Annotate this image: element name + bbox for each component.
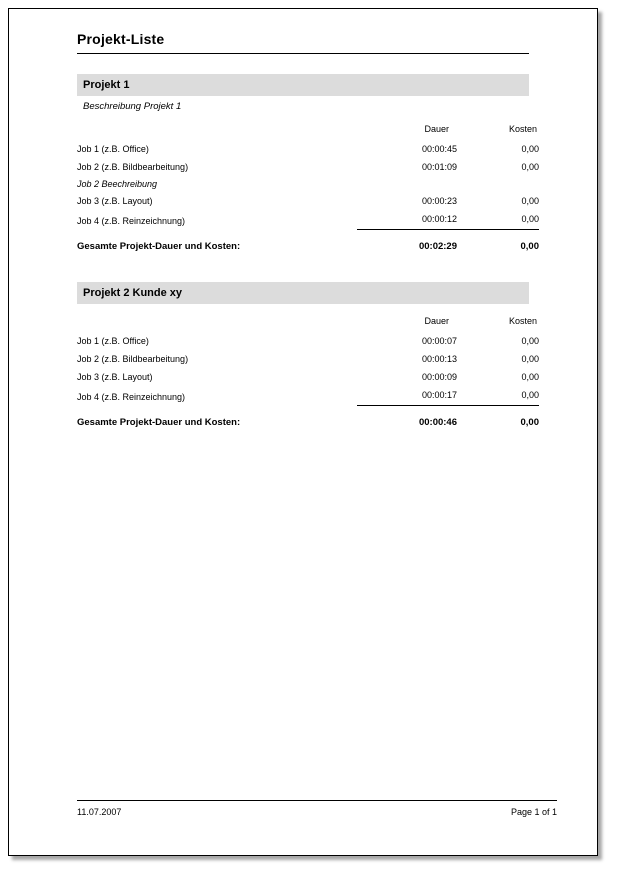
footer-date: 11.07.2007 bbox=[77, 807, 122, 817]
job-dauer: 00:00:09 bbox=[421, 372, 457, 382]
job-kosten: 0,00 bbox=[457, 386, 539, 406]
project-header: Projekt 1 bbox=[77, 74, 529, 96]
job-name: Job 1 (z.B. Office) bbox=[77, 336, 149, 346]
table-row bbox=[77, 140, 539, 158]
project-header: Projekt 2 Kunde xy bbox=[77, 282, 529, 304]
job-dauer: 00:00:23 bbox=[421, 196, 457, 206]
table-row bbox=[77, 332, 539, 350]
table-header-row bbox=[77, 314, 539, 332]
column-header-dauer: Dauer bbox=[424, 316, 449, 326]
job-dauer: 00:00:12 bbox=[357, 210, 457, 230]
job-dauer: 00:00:45 bbox=[421, 144, 457, 154]
job-kosten bbox=[457, 176, 539, 192]
job-name: Job 2 (z.B. Bildbearbeitung) bbox=[77, 162, 189, 172]
project-total-row bbox=[77, 406, 539, 433]
table-row-note bbox=[77, 176, 539, 192]
footer-page-number: Page 1 of 1 bbox=[510, 807, 557, 817]
project-block bbox=[77, 282, 539, 432]
column-header-kosten: Kosten bbox=[508, 316, 537, 326]
total-label: Gesamte Projekt-Dauer und Kosten: bbox=[77, 417, 241, 428]
column-header-kosten: Kosten bbox=[508, 124, 537, 134]
total-kosten: 0,00 bbox=[520, 417, 539, 428]
total-label: Gesamte Projekt-Dauer und Kosten: bbox=[77, 241, 241, 252]
project-block bbox=[77, 74, 539, 256]
job-kosten: 0,00 bbox=[521, 336, 539, 346]
job-name: Job 3 (z.B. Layout) bbox=[77, 196, 153, 206]
column-header-name bbox=[77, 314, 357, 332]
job-dauer: 00:00:07 bbox=[421, 336, 457, 346]
total-dauer: 00:02:29 bbox=[418, 241, 457, 252]
project-description: Beschreibung Projekt 1 bbox=[83, 101, 182, 112]
job-kosten: 0,00 bbox=[521, 196, 539, 206]
column-header-dauer: Dauer bbox=[424, 124, 449, 134]
total-dauer: 00:00:46 bbox=[418, 417, 457, 428]
document-content bbox=[77, 31, 539, 458]
table-row bbox=[77, 368, 539, 386]
total-kosten: 0,00 bbox=[520, 241, 539, 252]
jobs-table bbox=[77, 122, 539, 256]
table-row bbox=[77, 210, 539, 230]
jobs-table bbox=[77, 314, 539, 432]
project-total-row bbox=[77, 230, 539, 257]
job-name: Job 3 (z.B. Layout) bbox=[77, 372, 153, 382]
job-dauer: 00:00:17 bbox=[357, 386, 457, 406]
job-kosten: 0,00 bbox=[521, 354, 539, 364]
column-header-name bbox=[77, 122, 357, 140]
footer-row bbox=[77, 807, 557, 817]
job-dauer: 00:00:13 bbox=[421, 354, 457, 364]
table-header-row bbox=[77, 122, 539, 140]
paper-sheet bbox=[8, 8, 598, 856]
job-note: Job 2 Beechreibung bbox=[77, 179, 158, 189]
job-kosten: 0,00 bbox=[521, 372, 539, 382]
table-row bbox=[77, 386, 539, 406]
page-title: Projekt-Liste bbox=[77, 31, 165, 47]
job-kosten: 0,00 bbox=[521, 144, 539, 154]
table-row bbox=[77, 158, 539, 176]
job-kosten: 0,00 bbox=[457, 210, 539, 230]
job-name: Job 4 (z.B. Reinzeichnung) bbox=[77, 215, 186, 226]
footer-divider bbox=[77, 800, 557, 801]
job-name: Job 4 (z.B. Reinzeichnung) bbox=[77, 391, 186, 402]
table-row bbox=[77, 192, 539, 210]
page-footer bbox=[77, 800, 557, 817]
job-kosten: 0,00 bbox=[521, 162, 539, 172]
job-name: Job 1 (z.B. Office) bbox=[77, 144, 149, 154]
title-divider bbox=[77, 53, 529, 54]
job-name: Job 2 (z.B. Bildbearbeitung) bbox=[77, 354, 189, 364]
table-row bbox=[77, 350, 539, 368]
job-dauer: 00:01:09 bbox=[421, 162, 457, 172]
job-dauer bbox=[357, 176, 457, 192]
